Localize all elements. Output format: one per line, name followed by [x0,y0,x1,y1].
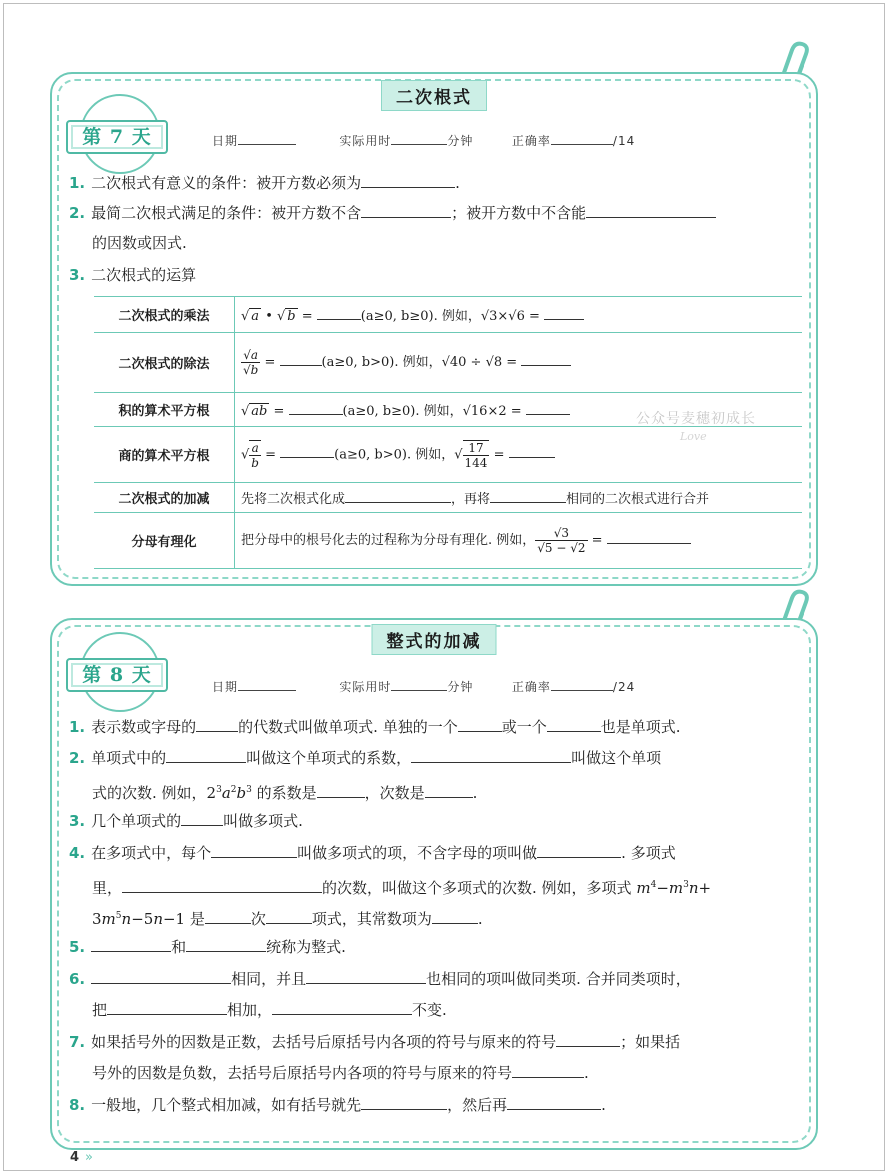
day8-badge: 第 8 天 [64,646,170,698]
day8-q2: 2. 单项式中的 叫做这个单项式的系数， 叫做这个单项 [69,749,662,767]
day8-q1: 1. 表示数或字母的 的代数式叫做单项式. 单独的一个 或一个 也是单项式. [69,718,681,736]
day8-q3: 3. 几个单项式的 叫做多项式. [69,812,303,830]
day7-q3: 3. 二次根式的运算 [69,266,197,284]
table-row: 二次根式的乘法 √ a • √ b = (a≥0, b≥0). 例如，√3×√6 = [94,297,802,333]
day8-q4-cont2: $3m^5n-5n-1$ 是 次 项式，其常数项为 . [92,910,483,928]
day7-q2-cont: 的因数或因式. [92,234,187,252]
day8-q4-cont: 里， 的次数，叫做这个多项式的次数. 例如，多项式 $m^4-m^3n+$ [92,879,712,897]
table-row: 积的算术平方根 √ ab = (a≥0, b≥0). 例如，√16×2 = [94,393,802,427]
day8-q7-cont: 号外的因数是负数，去括号后原括号内各项的符号与原来的符号 . [92,1064,589,1082]
table-row: 二次根式的除法 $\frac{√a}{√b}$ = (a≥0, b>0). 例如，√40 ÷ √8 = [94,333,802,393]
day8-title: 整式的加减 [372,624,497,655]
day8-meta: 日期 实际用时 分钟 正确率 /24 [212,680,636,694]
table-row: 分母有理化 把分母中的根号化去的过程称为分母有理化. 例如， $\frac{√3}{√5 - √2}$ = [94,513,802,569]
day8-q6: 6. 相同，并且 也相同的项叫做同类项. 合并同类项时， [69,970,691,988]
day7-title: 二次根式 [381,80,487,111]
day7-meta: 日期 实际用时 分钟 正确率 /14 [212,134,636,148]
watermark-script: Love [680,430,707,443]
day8-card [50,618,818,1150]
page-number: 4 » [70,1150,94,1165]
table-row: 二次根式的加减 先将二次根式化成 ，再将 相同的二次根式进行合并 [94,483,802,513]
day8-q2-cont: 式的次数. 例如，$2^3a^2b^3$ 的系数是 ，次数是 . [92,784,478,802]
day7-q2: 2. 最简二次根式满足的条件：被开方数不含 ；被开方数中不含能 [69,198,798,229]
day8-q8: 8. 一般地，几个整式相加减，如有括号就先 ，然后再 . [69,1096,606,1114]
day8-q5: 5. 和 统称为整式. [69,938,346,956]
day8-q7: 7. 如果括号外的因数是正数，去括号后原括号内各项的符号与原来的符号 ；如果括 [69,1033,681,1051]
day7-card [50,72,818,586]
watermark: 公众号麦穗初成长 [636,411,756,427]
day8-q6-cont: 把 相加， 不变. [92,1001,447,1019]
day7-q1: 1. 二次根式有意义的条件：被开方数必须为 . [69,174,460,192]
day7-badge: 第 7 天 [64,108,170,160]
table-row: 商的算术平方根 √ $\frac{a}{b}$ = (a≥0, b>0). 例如，√ $\frac{17}{144}$ = [94,427,802,483]
day8-q4: 4. 在多项式中，每个 叫做多项式的项，不含字母的项叫做 . 多项式 [69,844,676,862]
